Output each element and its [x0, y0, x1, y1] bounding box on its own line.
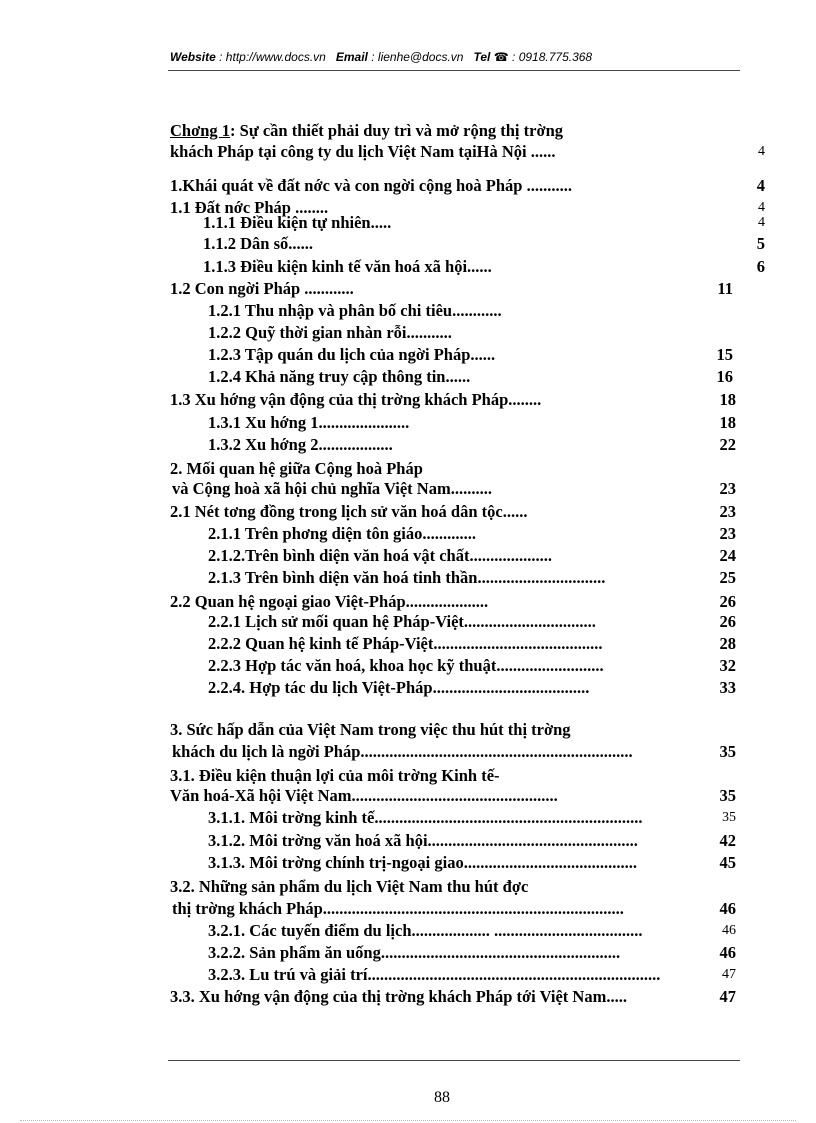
toc-page-number: 32	[719, 656, 736, 675]
toc-entry: khách Pháp tại công ty du lịch Việt Nam tạiHà Nội ......	[170, 142, 556, 161]
page-number: 88	[434, 1089, 450, 1106]
email-label: Email	[335, 50, 368, 64]
toc-page-number: 26	[719, 592, 736, 611]
footer-rule	[168, 1060, 740, 1061]
toc-entry: 3.1. Điều kiện thuận lợi của môi trờng Kinh tế-	[170, 766, 500, 785]
toc-entry: 1.1 Đất nớc Pháp ........	[170, 198, 329, 217]
toc-page-number: 25	[719, 568, 736, 587]
toc-page-number: 35	[719, 742, 736, 761]
toc-page-number: 18	[719, 413, 736, 432]
toc-page-number: 45	[719, 853, 736, 872]
toc-entry: 1.2.1 Thu nhập và phân bố chi tiêu............	[208, 301, 502, 320]
toc-page-number: 46	[722, 923, 736, 938]
toc-entry: 2.2.3 Hợp tác văn hoá, khoa học kỹ thuật..........................	[208, 656, 604, 675]
toc-entry: 3.1.1. Môi trờng kinh tế.................................................................	[208, 808, 643, 827]
toc-entry: 1.2 Con ngời Pháp ............	[170, 279, 354, 298]
tel-value: : 0918.775.368	[512, 50, 593, 64]
toc-entry: 3.2. Những sản phẩm du lịch Việt Nam thu hút đợc	[170, 877, 529, 896]
toc-entry: 2.1.2.Trên bình diện văn hoá vật chất....................	[208, 546, 552, 565]
toc-page-number: 16	[716, 367, 733, 386]
page-header	[170, 50, 740, 64]
header-rule	[168, 70, 740, 71]
toc-entry: 3.2.3. Lu trú và giải trí.......................................................................	[208, 965, 661, 984]
toc-page-number: 15	[716, 345, 733, 364]
toc-entry: 1.3.1 Xu hớng 1......................	[208, 413, 410, 432]
toc-page-number: 26	[719, 612, 736, 631]
toc-page-number: 47	[722, 967, 736, 982]
toc-page-number: 46	[719, 943, 736, 962]
toc-entry: 1.Khái quát về đất nớc và con ngời cộng hoà Pháp ...........	[170, 176, 572, 195]
toc-page-number: 42	[719, 831, 736, 850]
website-label: Website	[170, 50, 216, 64]
toc-entry: Chơng 1: Sự cần thiết phải duy trì và mở rộng thị trờng	[170, 121, 564, 140]
bottom-border	[20, 1120, 796, 1121]
toc-page-number: 4	[758, 215, 765, 230]
toc-page-number: 47	[719, 987, 736, 1006]
tel-label: Tel	[473, 50, 491, 64]
toc-page-number: 5	[756, 234, 765, 253]
toc-page-number: 4	[758, 200, 765, 215]
toc-entry: 2.2 Quan hệ ngoại giao Việt-Pháp....................	[170, 592, 489, 611]
toc-page-number: 11	[717, 279, 733, 298]
toc-entry: 3.3. Xu hớng vận động của thị trờng khách Pháp tới Việt Nam.....	[170, 987, 627, 1006]
toc-page-number: 4	[758, 144, 765, 159]
toc-page-number: 28	[719, 634, 736, 653]
toc-entry: 2.2.4. Hợp tác du lịch Việt-Pháp......................................	[208, 678, 590, 697]
toc-entry: 1.3 Xu hớng vận động của thị trờng khách Pháp........	[170, 390, 542, 409]
toc-page-number: 4	[756, 176, 765, 195]
toc-entry: thị trờng khách Pháp.........................................................................	[172, 899, 624, 918]
toc-page-number: 23	[719, 524, 736, 543]
toc-entry: 3.1.3. Môi trờng chính trị-ngoại giao..........................................	[208, 853, 637, 872]
toc-entry: khách du lịch là ngời Pháp..................................................................	[172, 742, 633, 761]
toc-page-number: 18	[719, 390, 736, 409]
phone-icon: ☎	[493, 50, 509, 64]
toc-entry: 1.2.4 Khả năng truy cập thông tin......	[208, 367, 471, 386]
toc-entry: 3.1.2. Môi trờng văn hoá xã hội...................................................	[208, 831, 638, 850]
toc-entry: 2.2.2 Quan hệ kinh tế Pháp-Việt.........................................	[208, 634, 603, 653]
toc-page-number: 6	[756, 257, 765, 276]
toc-page-number: 35	[719, 786, 736, 805]
toc-entry: 1.1.3 Điều kiện kinh tế văn hoá xã hội......	[203, 257, 492, 276]
toc-page-number: 22	[719, 435, 736, 454]
toc-entry: 2.1.3 Trên bình diện văn hoá tinh thần...............................	[208, 568, 606, 587]
toc-page-number: 23	[719, 502, 736, 521]
toc-entry: Văn hoá-Xã hội Việt Nam..................................................	[170, 786, 558, 805]
toc-entry: 3.2.2. Sản phẩm ăn uống..........................................................	[208, 943, 621, 962]
toc-entry: 1.1.1 Điều kiện tự nhiên.....	[203, 213, 392, 232]
toc-page-number: 35	[722, 810, 736, 825]
toc-page-number: 33	[719, 678, 736, 697]
toc-page-number: 46	[719, 899, 736, 918]
toc-entry: 1.3.2 Xu hớng 2..................	[208, 435, 393, 454]
toc-entry: 2.2.1 Lịch sử mối quan hệ Pháp-Việt................................	[208, 612, 596, 631]
toc-entry: 2.1 Nét tơng đồng trong lịch sử văn hoá dân tộc......	[170, 502, 528, 521]
website-value: : http://www.docs.vn	[219, 50, 326, 64]
toc-entry: 1.2.3 Tập quán du lịch của ngời Pháp......	[208, 345, 496, 364]
toc-entry: 1.1.2 Dân số......	[203, 234, 314, 253]
toc-page-number: 24	[719, 546, 736, 565]
toc-entry: 3.2.1. Các tuyến điểm du lịch................... ....................................	[208, 921, 643, 940]
toc-entry: 2. Mối quan hệ giữa Cộng hoà Pháp	[170, 459, 423, 478]
email-value: : lienhe@docs.vn	[371, 50, 464, 64]
toc-entry: 2.1.1 Trên phơng diện tôn giáo.............	[208, 524, 476, 543]
toc-entry: và Cộng hoà xã hội chủ nghĩa Việt Nam..........	[172, 479, 492, 498]
toc-page-number: 23	[719, 479, 736, 498]
toc-entry: 3. Sức hấp dẫn của Việt Nam trong việc thu hút thị trờng	[170, 720, 571, 739]
toc-entry: 1.2.2 Quỹ thời gian nhàn rỗi...........	[208, 323, 452, 342]
